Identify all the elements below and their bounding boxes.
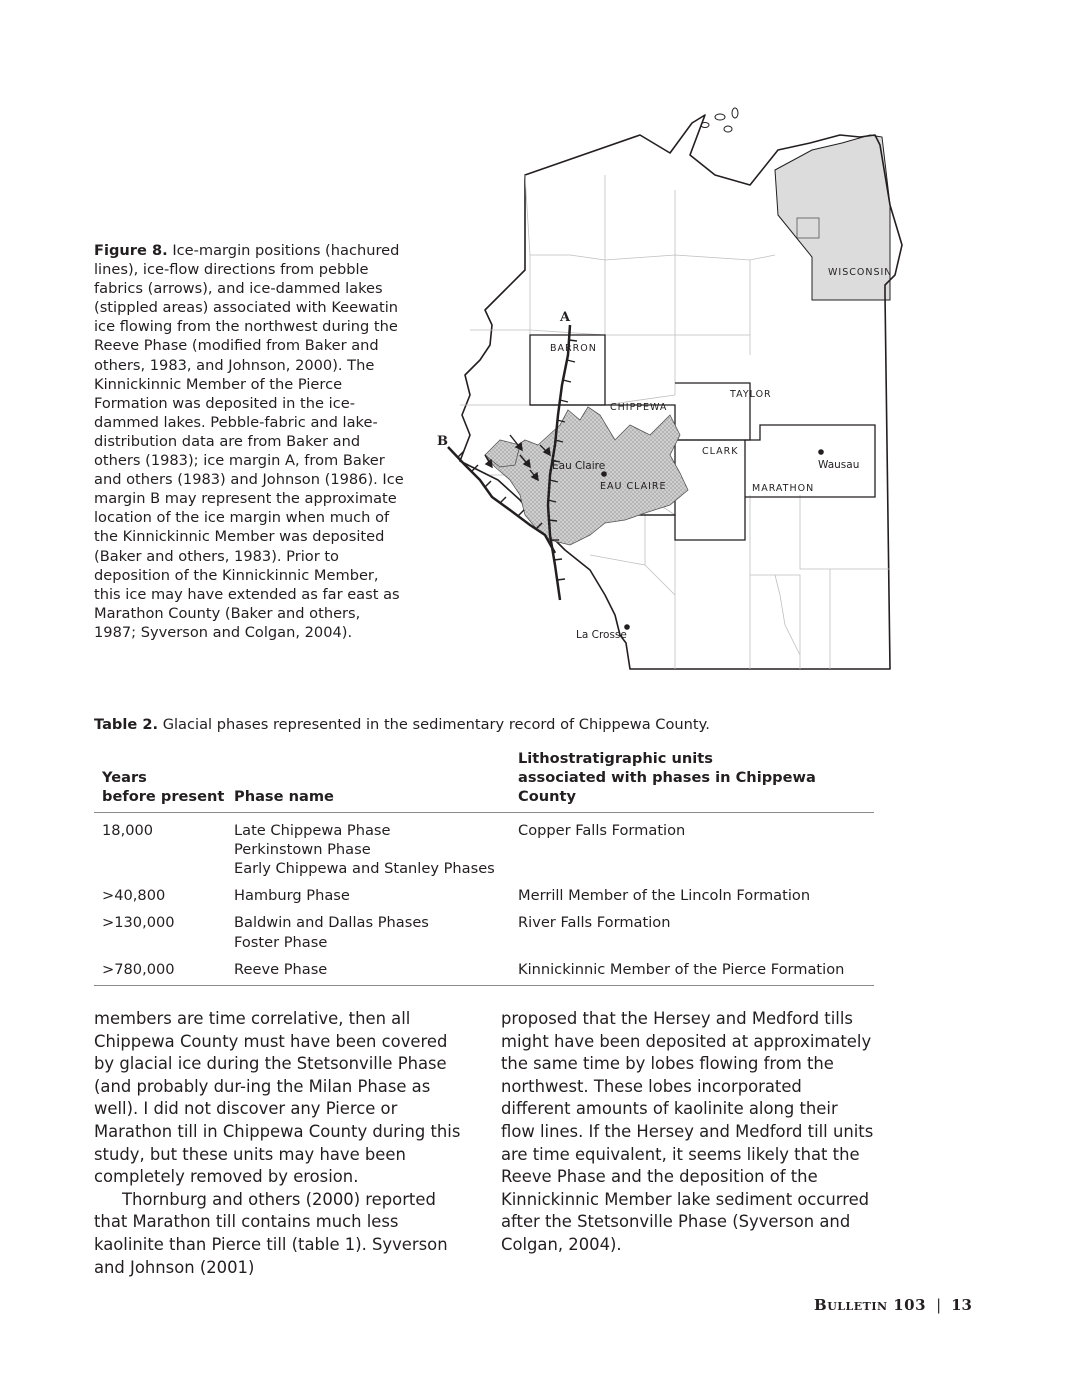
table-caption: [94, 716, 710, 733]
table-row: [94, 913, 874, 959]
header-phase: Phase name: [234, 788, 334, 806]
cell-years: >40,800: [102, 887, 166, 905]
figure-label: Figure 8.: [94, 242, 168, 259]
cell-phase: Late Chippewa Phase Perkinstown Phase Early Chippewa and Stanley Phases: [234, 821, 495, 878]
cell-units: River Falls Formation: [518, 914, 671, 932]
county-label-barron: BARRON: [550, 343, 597, 354]
county-label-eau-claire: EAU CLAIRE: [600, 481, 667, 492]
cell-years: >130,000: [102, 914, 175, 932]
footer-divider: |: [936, 1296, 942, 1314]
cell-units: Copper Falls Formation: [518, 821, 686, 839]
table-row: [94, 886, 874, 913]
table-row: [94, 960, 874, 986]
header-years: Years before present: [102, 769, 225, 806]
cell-units: Merrill Member of the Lincoln Formation: [518, 887, 811, 905]
county-label-clark: CLARK: [702, 446, 739, 457]
ice-dammed-lake: [485, 407, 688, 545]
island: [724, 126, 732, 132]
body-paragraph: proposed that the Hersey and Medford tills might have been deposited at approximately the same time by lobes flowing from the northwest. These lobes incorporated different amounts of kaolinite along their flow lines. If the Hersey and Medford till units are time equivalent, it seems likely that the Reeve Phase and the deposition of the Kinnickinnic Member lake sediment occurred after the Stetsonville Phase (Syverson and Colgan, 2004).: [501, 1009, 874, 1254]
island: [732, 108, 738, 118]
cell-units: Kinnickinnic Member of the Pierce Formation: [518, 960, 845, 978]
island: [701, 123, 709, 128]
figure-caption: [94, 241, 404, 642]
ice-margin-b-label: B: [437, 434, 448, 449]
table-header-row: [94, 749, 874, 812]
header-units: Lithostratigraphic units associated with phases in Chippewa County: [518, 750, 816, 806]
body-paragraph: Thornburg and others (2000) reported that Marathon till contains much less kaolinite than Pierce till (table 1). Syverson and Johnson (2001): [94, 1189, 448, 1277]
county-label-chippewa: CHIPPEWA: [610, 402, 668, 413]
glacial-phases-table: [94, 749, 874, 986]
city-label-wausau: Wausau: [818, 459, 860, 471]
cell-years: >780,000: [102, 960, 175, 978]
island: [715, 114, 725, 120]
table-caption-text: Glacial phases represented in the sedimentary record of Chippewa County.: [162, 716, 710, 733]
body-paragraph: members are time correlative, then all Chippewa County must have been covered by glacial ice during the Stetsonville Phase (and probably dur-ing the Milan Phase as well). I did not discover any Pierce or Marathon till in Chippewa County during this study, but these units may have been completely removed by erosion.: [94, 1009, 461, 1187]
county-label-taylor: TAYLOR: [730, 389, 772, 400]
cell-years: 18,000: [102, 821, 154, 839]
cell-phase: Hamburg Phase: [234, 887, 350, 905]
cell-phase: Reeve Phase: [234, 960, 328, 978]
page-footer: [814, 1296, 972, 1314]
city-label-la-crosse: La Crosse: [576, 629, 627, 641]
figure-caption-text: Ice-margin positions (hachured lines), ice-flow directions from pebble fabrics (arrows), and ice-dammed lakes (stippled areas) associated with Keewatin ice flowing from the northwest during the Reeve Phase (modified from Baker and others, 1983, and Johnson, 2000). The Kinnickinnic Member of the Pierce Formation was deposited in the ice-dammed lakes. Pebble-fabric and lake-distribution data are from Baker and others (1983); ice margin A, from Baker and others (1983) and Johnson (1986). Ice margin B may represent the approximate location of the ice margin when much of the Kinnickinnic Member was deposited (Baker and others, 1983). Prior to deposition of the Kinnickinnic Member, this ice may have extended as far east as Marathon County (Baker and others, 1987; Syverson and Colgan, 2004).: [94, 242, 404, 641]
table-label: Table 2.: [94, 716, 159, 733]
city-dot-wausau: [818, 449, 824, 455]
body-column-right: [501, 1008, 876, 1257]
inset-label: WISCONSIN: [828, 267, 893, 278]
table-row: [94, 812, 874, 886]
cell-phase: Baldwin and Dallas Phases Foster Phase: [234, 914, 429, 951]
ice-margin-a-label: A: [560, 310, 571, 325]
city-dot-eau-claire: [601, 471, 607, 477]
city-label-eau-claire: Eau Claire: [552, 460, 606, 472]
body-column-left: [94, 1008, 469, 1279]
bulletin-label: Bulletin 103: [814, 1296, 927, 1314]
page-number: 13: [951, 1296, 972, 1314]
county-label-marathon: MARATHON: [752, 483, 815, 494]
wisconsin-map: [430, 95, 990, 685]
